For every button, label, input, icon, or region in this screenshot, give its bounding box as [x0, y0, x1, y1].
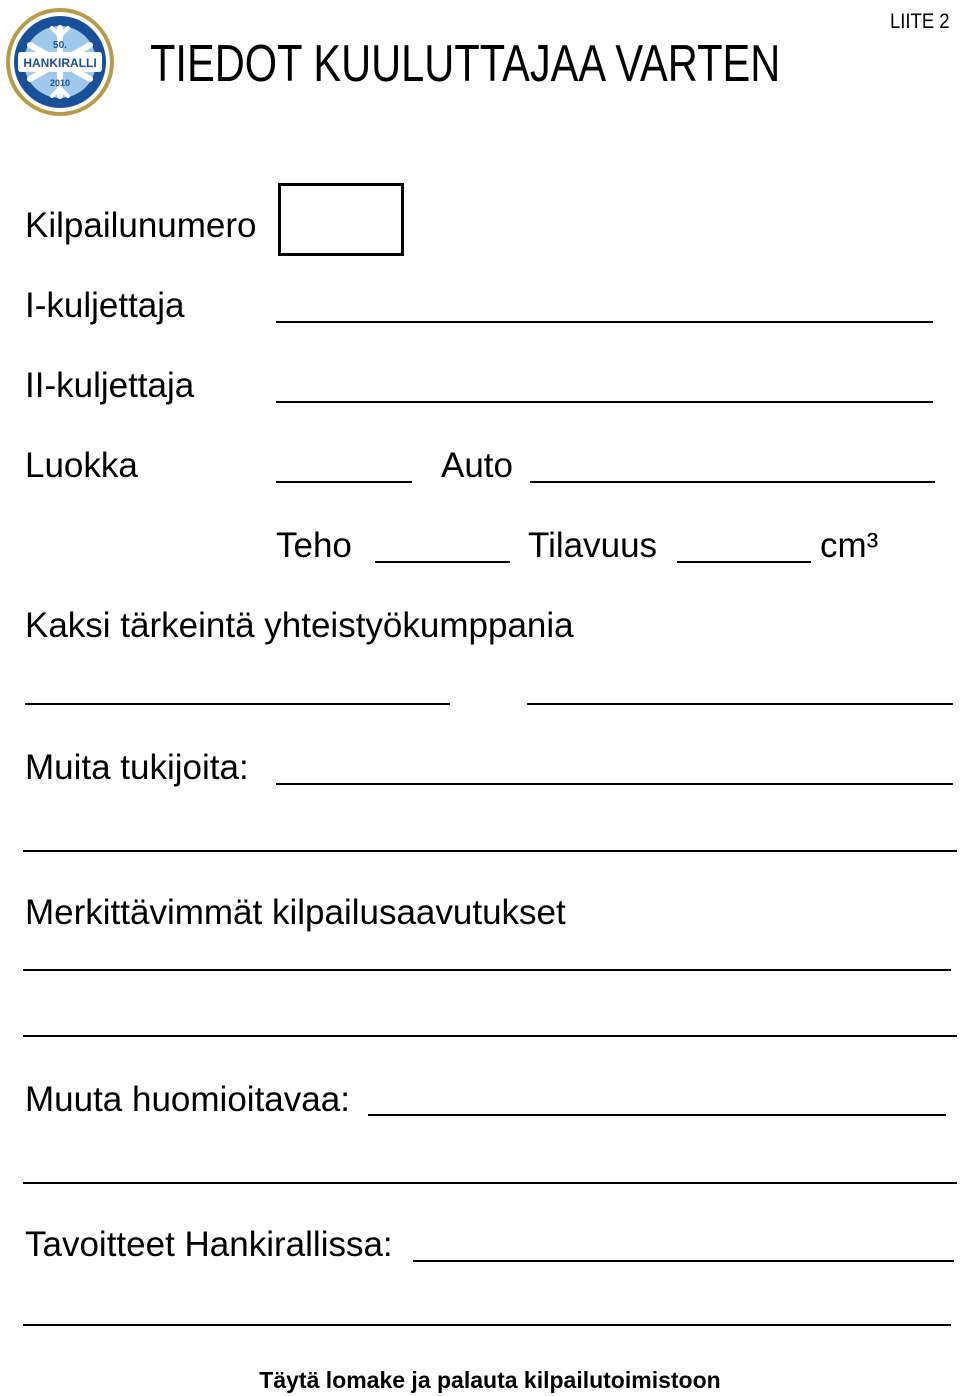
achievements-field-line-1[interactable]: [23, 969, 951, 971]
other-sponsors-label: Muita tukijoita:: [25, 748, 249, 787]
logo-badge-year: 2010: [49, 78, 71, 88]
page-title: TIEDOT KUULUTTAJAA VARTEN: [150, 35, 781, 93]
other-notes-field-line-2[interactable]: [23, 1182, 957, 1184]
displacement-label: Tilavuus: [528, 526, 658, 565]
appendix-label: LIITE 2: [890, 10, 950, 33]
other-notes-label: Muuta huomioitavaa:: [25, 1080, 350, 1119]
car-field[interactable]: [530, 481, 935, 483]
goals-field-line-2[interactable]: [23, 1324, 951, 1326]
car-label: Auto: [441, 446, 513, 485]
power-field[interactable]: [375, 561, 510, 563]
power-label: Teho: [276, 526, 352, 565]
partners-label: Kaksi tärkeintä yhteistyökumppania: [25, 606, 574, 645]
driver-1-field[interactable]: [276, 321, 933, 323]
competition-number-field[interactable]: [278, 183, 404, 256]
partner-2-field[interactable]: [527, 703, 953, 705]
driver-2-label: II-kuljettaja: [25, 366, 195, 405]
other-sponsors-field[interactable]: [276, 783, 953, 785]
goals-label: Tavoitteet Hankirallissa:: [25, 1225, 393, 1264]
footer-instruction: Täytä lomake ja palauta kilpailutoimistoon: [259, 1367, 721, 1393]
goals-field[interactable]: [413, 1260, 954, 1262]
other-sponsors-field-line-2[interactable]: [23, 850, 957, 852]
achievements-field-line-2[interactable]: [23, 1035, 957, 1037]
class-field[interactable]: [276, 481, 412, 483]
partner-1-field[interactable]: [25, 703, 450, 705]
logo-badge-name: HANKIRALLI: [23, 56, 97, 70]
achievements-label: Merkittävimmät kilpailusaavutukset: [25, 893, 566, 932]
other-notes-field[interactable]: [368, 1114, 946, 1116]
logo-badge-number: 50.: [53, 40, 67, 51]
displacement-field[interactable]: [677, 561, 811, 563]
event-logo: [4, 6, 116, 118]
driver-1-label: I-kuljettaja: [25, 286, 185, 325]
competition-number-label: Kilpailunumero: [25, 206, 257, 245]
snowflake-logo-icon: [4, 6, 116, 118]
class-label: Luokka: [25, 446, 138, 485]
driver-2-field[interactable]: [276, 401, 933, 403]
displacement-unit: cm³: [820, 526, 879, 565]
